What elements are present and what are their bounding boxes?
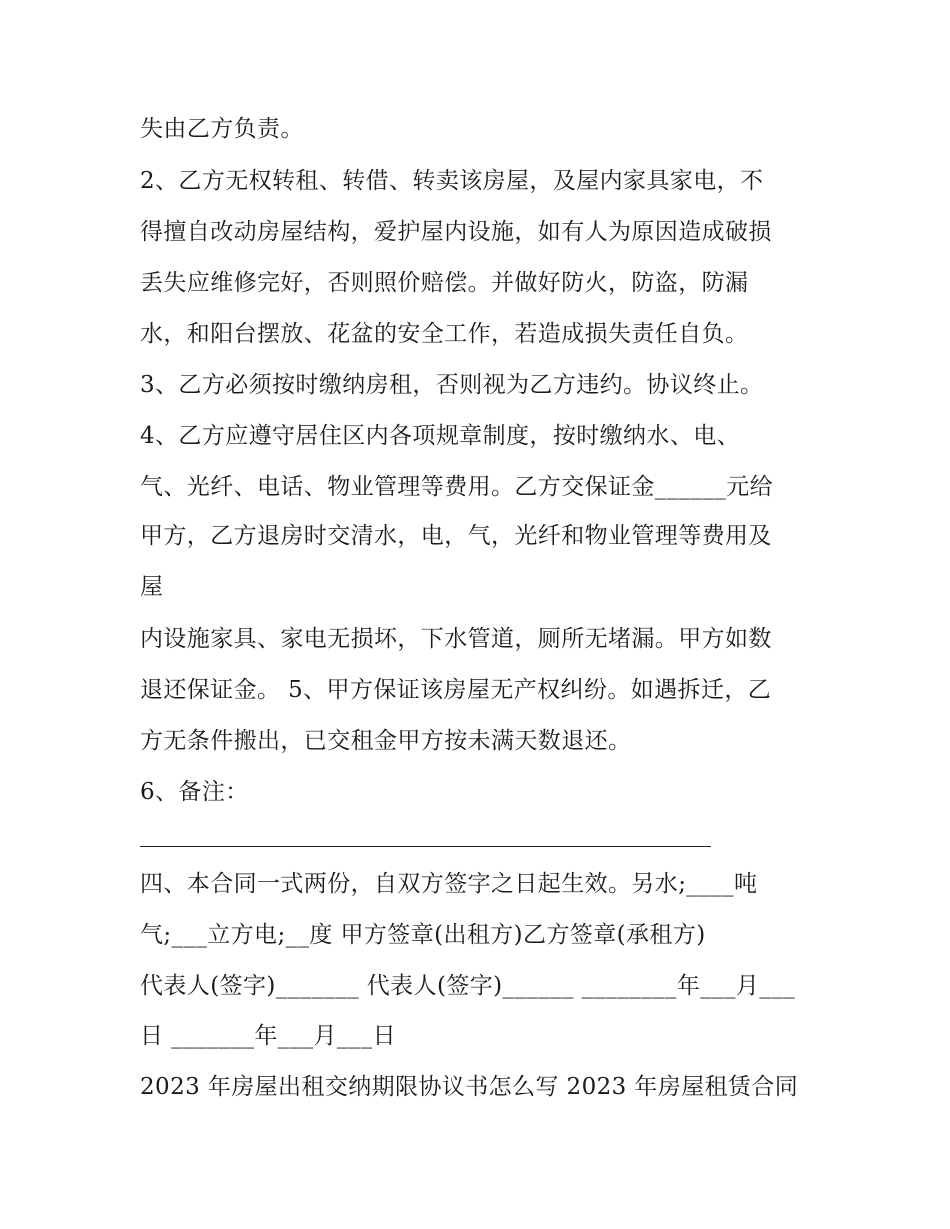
text-line: 气;___立方电;__度 甲方签章(出租方)乙方签章(承租方) [140,922,706,948]
text-line: 得擅自改动房屋结构，爱护屋内设施，如有人为原因造成破损 [140,219,772,245]
text-line: 6、备注： [140,779,249,805]
text-line: 退还保证金。 5、甲方保证该房屋无产权纠纷。如遇拆迁，乙 [140,677,772,703]
signature-line [140,846,711,847]
text-line: 甲方，乙方退房时交清水，电，气，光纤和物业管理等费用及 [140,523,772,549]
text-line: 丢失应维修完好，否则照价赔偿。并做好防火，防盗，防漏 [140,270,749,296]
text-line: 屋 [140,574,164,600]
text-line: 内设施家具、家电无损坏，下水管道，厕所无堵漏。甲方如数 [140,626,772,652]
text-line: 失由乙方负责。 [140,116,304,142]
text-line: 水，和阳台摆放、花盆的安全工作，若造成损失责任自负。 [140,321,749,347]
text-line: 3、乙方必须按时缴纳房租，否则视为乙方违约。协议终止。 [140,372,764,398]
text-line: 4、乙方应遵守居住区内各项规章制度，按时缴纳水、电、 [140,423,741,449]
text-line: 方无条件搬出，已交租金甲方按未满天数退还。 [140,728,632,754]
text-line: 2023 年房屋出租交纳期限协议书怎么写 2023 年房屋租赁合同 [140,1074,799,1100]
text-line: 2、乙方无权转租、转借、转卖该房屋，及屋内家具家电，不 [140,168,764,194]
text-line: 气、光纤、电话、物业管理等费用。乙方交保证金______元给 [140,474,773,500]
text-line: 代表人(签字)_______ 代表人(签字)______ ________年___月___ [140,973,796,999]
text-line: 四、本合同一式两份，自双方签字之日起生效。另水;____吨 [140,871,758,897]
text-line: 日 _______年___月___日 [140,1023,397,1049]
